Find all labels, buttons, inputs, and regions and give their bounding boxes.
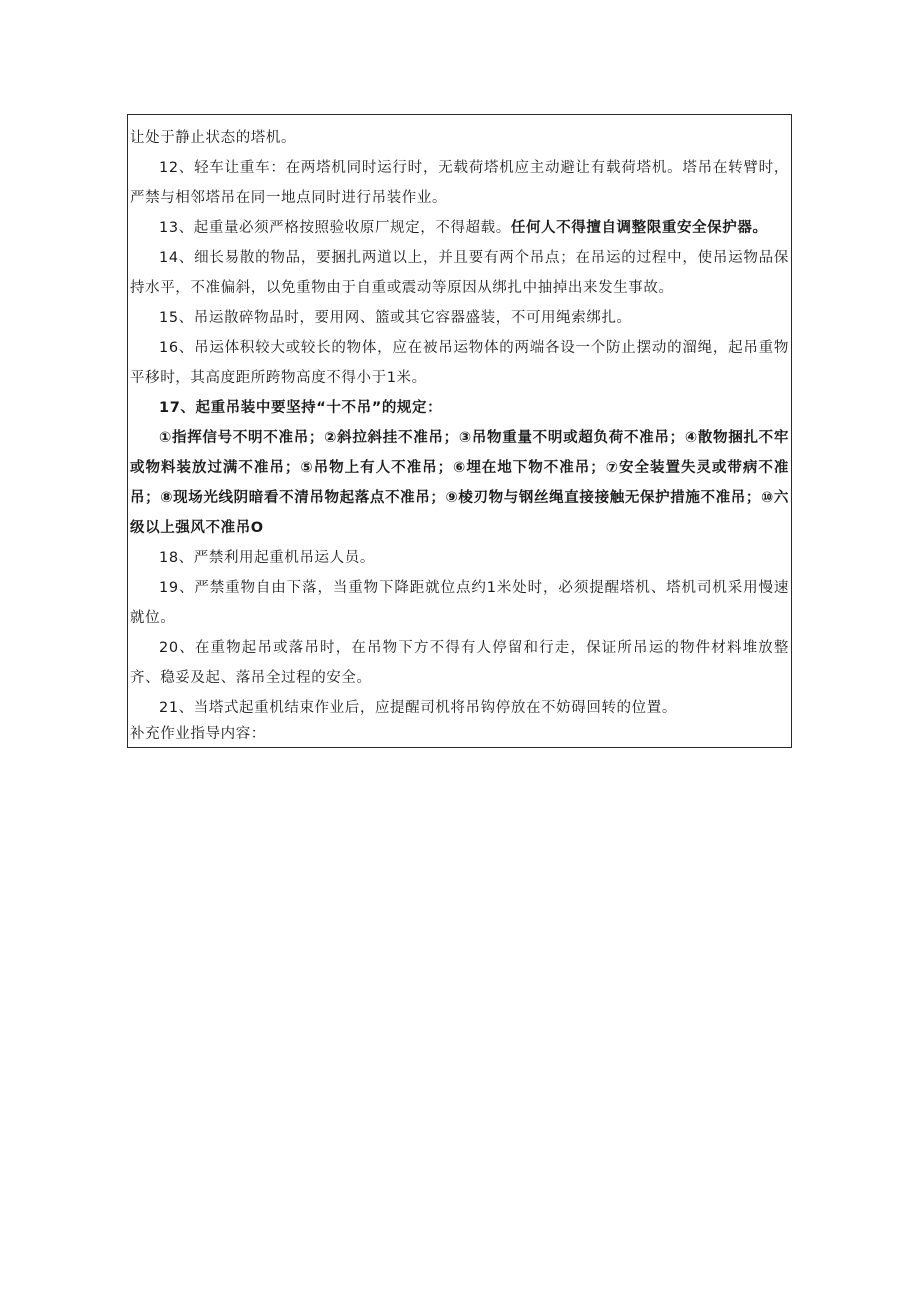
instruction-box — [127, 114, 792, 748]
item-21: 21、当塔式起重机结束作业后，应提醒司机将吊钩停放在不妨碍回转的位置。 — [159, 700, 677, 716]
item-19: 19、严禁重物自由下落，当重物下降距就位点约1米处时，必须提醒塔机、塔机司机采用慢速就位。 — [130, 580, 789, 626]
supplement-label: 补充作业指导内容： — [130, 726, 266, 742]
item-15: 15、吊运散碎物品时，要用网、篮或其它容器盛装，不可用绳索绑扎。 — [159, 310, 632, 326]
item-16: 16、吊运体积较大或较长的物体，应在被吊运物体的两端各设一个防止摆动的溜绳，起吊重物平移时，其高度距所跨物高度不得小于1米。 — [130, 340, 789, 386]
item-13-text: 13、起重量必须严格按照验收原厂规定，不得超载。 — [159, 220, 511, 236]
item-20: 20、在重物起吊或落吊时，在吊物下方不得有人停留和行走，保证所吊运的物件材料堆放整齐、稳妥及起、落吊全过程的安全。 — [130, 640, 789, 686]
item-17-heading: 17、起重吊装中要坚持“十不吊”的规定： — [159, 400, 443, 416]
item-17-list: ①指挥信号不明不准吊；②斜拉斜挂不准吊；③吊物重量不明或超负荷不准吊；④散物捆扎不牢或物料装放过满不准吊；⑤吊物上有人不准吊；⑥埋在地下物不准吊；⑦安全装置失灵或带病不准吊；⑧现场光线阴暗看不清吊物起落点不准吊；⑨棱刃物与钢丝绳直接接触无保护措施不准吊；⑩六级以上强风不准吊O — [130, 430, 789, 536]
item-13-bold-text: 任何人不得擅自调整限重安全保护器。 — [510, 220, 768, 236]
item-12: 12、轻车让重车：在两塔机同时运行时，无载荷塔机应主动避让有载荷塔机。塔吊在转臂时，严禁与相邻塔吊在同一地点同时进行吊装作业。 — [130, 160, 789, 206]
item-14: 14、细长易散的物品，要捆扎两道以上，并且要有两个吊点；在吊运的过程中，使吊运物品保持水平，不准偏斜，以免重物由于自重或震动等原因从绑扎中抽掉出来发生事故。 — [130, 250, 789, 296]
item-18: 18、严禁利用起重机吊运人员。 — [159, 550, 375, 566]
continuation-line: 让处于静止状态的塔机。 — [130, 130, 297, 146]
item-13 — [130, 213, 789, 243]
